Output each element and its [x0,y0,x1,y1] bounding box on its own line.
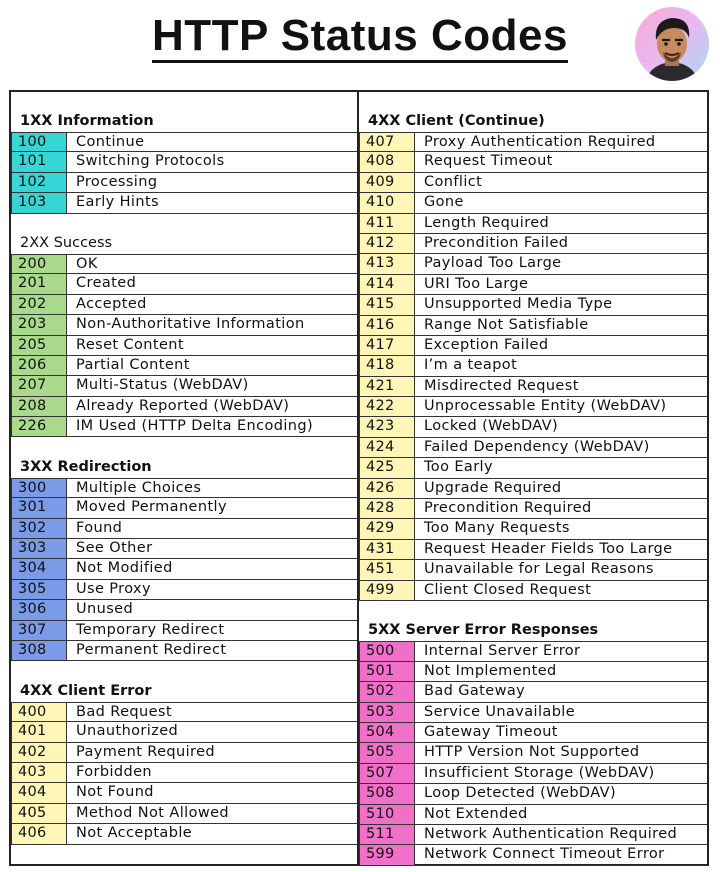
status-code: 103 [11,193,67,213]
status-row [359,458,707,478]
status-row [359,784,707,804]
section-heading-text: 3XX Redirection [20,458,152,475]
status-row [11,519,357,539]
status-description: Non-Authoritative Information [67,315,357,335]
status-description: Range Not Satisfiable [415,316,707,336]
status-code: 403 [11,763,67,783]
status-description: Network Authentication Required [415,825,707,845]
status-row [11,641,357,661]
status-code: 201 [11,274,67,294]
status-row [359,438,707,458]
status-description: Unused [67,600,357,620]
status-row [359,397,707,417]
status-row [359,316,707,336]
status-row [359,662,707,682]
status-description: Reset Content [67,336,357,356]
status-code: 303 [11,539,67,559]
status-row [359,540,707,560]
status-description: Early Hints [67,193,357,213]
status-description: Unauthorized [67,722,357,742]
status-description: Multiple Choices [67,478,357,498]
status-description: Unavailable for Legal Reasons [415,560,707,580]
status-row [359,743,707,763]
status-description: Already Reported (WebDAV) [67,397,357,417]
status-description: Not Modified [67,559,357,579]
status-code: 406 [11,824,67,844]
status-row [359,581,707,601]
status-code: 422 [359,397,415,417]
status-code: 503 [359,703,415,723]
status-row [359,336,707,356]
status-code: 508 [359,784,415,804]
status-row [11,539,357,559]
status-description: Found [67,519,357,539]
status-description: Continue [67,132,357,152]
status-row [11,376,357,396]
status-row [11,397,357,417]
status-description: Request Timeout [415,152,707,172]
status-description: Gone [415,193,707,213]
status-description: Network Connect Timeout Error [415,845,707,865]
section-heading [359,601,707,641]
status-row [359,703,707,723]
status-description: Proxy Authentication Required [415,132,707,152]
status-row [359,723,707,743]
status-code: 304 [11,559,67,579]
status-code: 202 [11,295,67,315]
status-row [11,621,357,641]
status-code: 412 [359,234,415,254]
status-description: Forbidden [67,763,357,783]
status-code-sheet [9,90,709,866]
status-description: URI Too Large [415,275,707,295]
status-code: 208 [11,397,67,417]
status-code: 425 [359,458,415,478]
status-description: Conflict [415,173,707,193]
status-description: Created [67,274,357,294]
status-code: 409 [359,173,415,193]
status-description: Processing [67,173,357,193]
status-row [359,641,707,661]
status-code: 417 [359,336,415,356]
status-description: Too Many Requests [415,519,707,539]
status-description: Unsupported Media Type [415,295,707,315]
status-code: 200 [11,254,67,274]
status-row [11,478,357,498]
status-row [359,519,707,539]
section-heading [11,92,357,132]
status-description: Service Unavailable [415,703,707,723]
right-column [359,92,707,864]
status-code: 402 [11,743,67,763]
section-heading-text: 2XX Success [20,234,113,251]
section-heading [359,92,707,132]
status-row [11,824,357,844]
section-heading [11,661,357,701]
status-row [359,499,707,519]
status-description: Switching Protocols [67,152,357,172]
status-row [11,132,357,152]
status-row [11,783,357,803]
status-description: Misdirected Request [415,377,707,397]
status-row [359,682,707,702]
status-description: Partial Content [67,356,357,376]
status-row [11,702,357,722]
status-description: Client Closed Request [415,581,707,601]
status-row [359,295,707,315]
status-row [359,132,707,152]
section-heading [11,214,357,254]
status-description: Precondition Required [415,499,707,519]
status-code: 400 [11,702,67,722]
status-code: 100 [11,132,67,152]
status-description: Temporary Redirect [67,621,357,641]
status-description: Not Found [67,783,357,803]
status-code: 424 [359,438,415,458]
status-description: Permanent Redirect [67,641,357,661]
status-code: 500 [359,641,415,661]
status-description: I’m a teapot [415,356,707,376]
status-code: 102 [11,173,67,193]
status-description: Accepted [67,295,357,315]
status-row [359,377,707,397]
status-row [11,580,357,600]
status-description: Not Acceptable [67,824,357,844]
status-description: See Other [67,539,357,559]
status-code: 404 [11,783,67,803]
status-row [11,295,357,315]
status-row [11,356,357,376]
status-code: 413 [359,254,415,274]
status-description: Payment Required [67,743,357,763]
status-code: 429 [359,519,415,539]
status-row [11,498,357,518]
status-code: 411 [359,214,415,234]
status-code: 504 [359,723,415,743]
status-row [359,845,707,865]
status-code: 410 [359,193,415,213]
status-description: IM Used (HTTP Delta Encoding) [67,417,357,437]
status-row [359,173,707,193]
status-row [359,275,707,295]
status-row [11,274,357,294]
status-code: 302 [11,519,67,539]
section-heading-text: 1XX Information [20,113,154,129]
status-code: 308 [11,641,67,661]
status-code: 502 [359,682,415,702]
section-heading-text: 4XX Client (Continue) [368,113,545,129]
status-code: 423 [359,417,415,437]
status-code: 203 [11,315,67,335]
status-code: 428 [359,499,415,519]
status-row [359,479,707,499]
status-code: 451 [359,560,415,580]
status-code: 416 [359,316,415,336]
status-row [11,559,357,579]
status-code: 431 [359,540,415,560]
status-code: 407 [359,132,415,152]
status-row [11,254,357,274]
status-description: Precondition Failed [415,234,707,254]
status-description: Loop Detected (WebDAV) [415,784,707,804]
status-code: 305 [11,580,67,600]
status-code: 307 [11,621,67,641]
status-row [359,560,707,580]
section-heading-text: 5XX Server Error Responses [368,622,599,639]
status-code: 207 [11,376,67,396]
status-code: 226 [11,417,67,437]
left-column [11,92,359,864]
status-row [359,254,707,274]
status-code: 408 [359,152,415,172]
status-description: Too Early [415,458,707,478]
status-description: Method Not Allowed [67,804,357,824]
status-row [11,315,357,335]
status-code: 426 [359,479,415,499]
status-code: 415 [359,295,415,315]
status-code: 401 [11,722,67,742]
status-row [359,152,707,172]
status-code: 421 [359,377,415,397]
status-row [11,417,357,437]
status-row [11,743,357,763]
status-row [11,173,357,193]
status-code: 510 [359,805,415,825]
status-description: Upgrade Required [415,479,707,499]
status-code: 599 [359,845,415,865]
status-row [359,825,707,845]
page-title-container [0,8,720,64]
status-description: Length Required [415,214,707,234]
status-description: Bad Gateway [415,682,707,702]
status-row [11,152,357,172]
status-description: Use Proxy [67,580,357,600]
status-code: 418 [359,356,415,376]
status-row [11,600,357,620]
status-description: Not Implemented [415,662,707,682]
section-heading [11,437,357,477]
status-code: 405 [11,804,67,824]
status-row [359,214,707,234]
status-description: Not Extended [415,805,707,825]
status-code: 206 [11,356,67,376]
status-row [11,193,357,213]
status-row [11,722,357,742]
status-description: Insufficient Storage (WebDAV) [415,764,707,784]
status-code: 511 [359,825,415,845]
status-code: 499 [359,581,415,601]
status-row [11,763,357,783]
page-title: HTTP Status Codes [152,11,568,63]
status-description: Payload Too Large [415,254,707,274]
status-description: Failed Dependency (WebDAV) [415,438,707,458]
status-description: Bad Request [67,702,357,722]
author-avatar [634,6,710,82]
status-description: Moved Permanently [67,498,357,518]
status-description: Internal Server Error [415,641,707,661]
status-code: 101 [11,152,67,172]
status-description: Locked (WebDAV) [415,417,707,437]
status-row [359,417,707,437]
status-row [359,193,707,213]
status-description: Exception Failed [415,336,707,356]
status-description: Unprocessable Entity (WebDAV) [415,397,707,417]
status-description: Request Header Fields Too Large [415,540,707,560]
status-code: 501 [359,662,415,682]
status-code: 505 [359,743,415,763]
status-code: 414 [359,275,415,295]
status-description: Gateway Timeout [415,723,707,743]
status-row [359,764,707,784]
avatar-portrait-icon [634,6,710,82]
status-code: 205 [11,336,67,356]
status-code: 301 [11,498,67,518]
status-code: 507 [359,764,415,784]
status-description: Multi-Status (WebDAV) [67,376,357,396]
status-row [359,356,707,376]
status-description: OK [67,254,357,274]
status-row [359,234,707,254]
status-description: HTTP Version Not Supported [415,743,707,763]
status-row [11,804,357,824]
section-heading-text: 4XX Client Error [20,682,152,699]
status-row [359,805,707,825]
status-code: 300 [11,478,67,498]
status-row [11,336,357,356]
status-code: 306 [11,600,67,620]
